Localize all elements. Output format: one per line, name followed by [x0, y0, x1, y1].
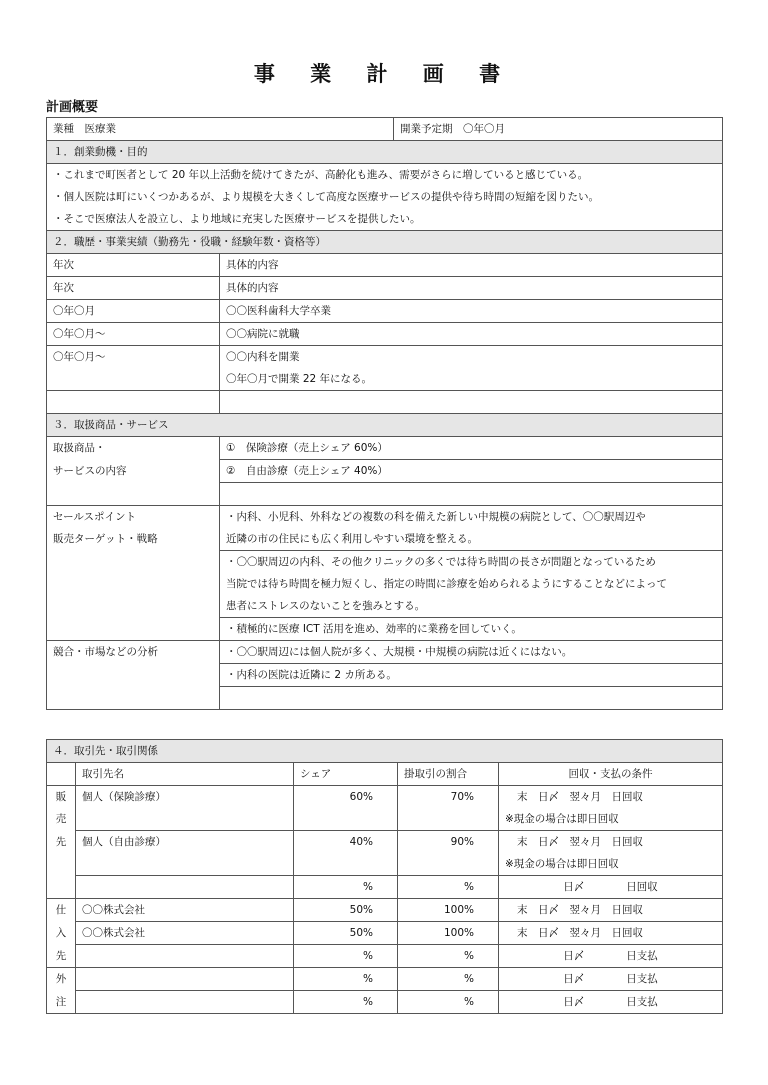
- selling-row: 販売ターゲット・戦略 近隣の市の住民にも広く利用しやすい環境を整える。: [47, 528, 723, 551]
- trading-partners-table: [46, 739, 723, 1014]
- motive-line: ・これまで町医者として 20 年以上活動を続けてきたが、高齢化も進み、需要がさらに増していると感じている。: [47, 164, 723, 187]
- opening-date-cell: 開業予定期 〇年〇月: [394, 118, 723, 141]
- selling-row: セールスポイント ・内科、小児科、外科などの複数の科を備えた新しい中規模の病院として、〇〇駅周辺や: [47, 506, 723, 529]
- section-4-header: ４．取引先・取引関係: [47, 740, 723, 763]
- header-row: [47, 118, 723, 141]
- selling-row: ・積極的に医療 ICT 活用を進め、効率的に業務を回していく。: [47, 618, 723, 641]
- plan-overview-table: [46, 117, 723, 710]
- career-row: [47, 391, 723, 414]
- table-row: 仕 〇〇株式会社 50% 100% 末 日〆 翌々月 日回収: [47, 899, 723, 922]
- industry-cell: 業種 医療業: [47, 118, 394, 141]
- table-row: 先 % % 日〆 日支払: [47, 945, 723, 968]
- table-row: ※現金の場合は即日回収: [47, 853, 723, 876]
- section-2-header: ２．職歴・事業実績（勤務先・役職・経験年数・資格等）: [47, 231, 723, 254]
- selling-row: 患者にストレスのないことを強みとする。: [47, 595, 723, 618]
- column-header-row: [47, 763, 723, 786]
- selling-row: 当院では待ち時間を極力短くし、指定の時間に診療を始められるようにすることなどによって: [47, 573, 723, 595]
- table-row: 外 % % 日〆 日支払: [47, 968, 723, 991]
- table-row: 先 個人（自由診療） 40% 90% 末 日〆 翌々月 日回収: [47, 831, 723, 854]
- career-row: 〇年〇月～ 〇〇内科を開業: [47, 346, 723, 369]
- table-row: 販 個人（保険診療） 60% 70% 末 日〆 翌々月 日回収: [47, 786, 723, 809]
- table-row: 入 〇〇株式会社 50% 100% 末 日〆 翌々月 日回収: [47, 922, 723, 945]
- motive-line: ・そこで医療法人を設立し、より地域に充実した医療サービスを提供したい。: [47, 208, 723, 231]
- plan-overview-heading: 計画概要: [46, 100, 99, 115]
- product-row: [47, 483, 723, 506]
- col-partner-name: 取引先名: [76, 763, 294, 786]
- col-terms: 回収・支払の条件: [499, 763, 723, 786]
- section-3-header: ３．取扱商品・サービス: [47, 414, 723, 437]
- competition-row: ・内科の医院は近隣に 2 カ所ある。: [47, 664, 723, 687]
- motive-line: ・個人医院は町にいくつかあるが、より規模を大きくして高度な医療サービスの提供や待ち時間の短縮を図りたい。: [47, 186, 723, 208]
- career-row: 年次 具体的内容: [47, 254, 723, 277]
- document-title: 事 業 計 画 書: [253, 62, 515, 86]
- col-share: シェア: [294, 763, 398, 786]
- career-row: 〇年〇月 〇〇医科歯科大学卒業: [47, 300, 723, 323]
- career-row: 〇年〇月で開業 22 年になる。: [47, 368, 723, 391]
- section-1-header: １．創業動機・目的: [47, 141, 723, 164]
- competition-row: 競合・市場などの分析 ・〇〇駅周辺には個人院が多く、大規模・中規模の病院は近くにはない。: [47, 641, 723, 664]
- product-row: サービスの内容 ② 自由診療（売上シェア 40%）: [47, 460, 723, 483]
- selling-row: ・〇〇駅周辺の内科、その他クリニックの多くでは待ち時間の長さが問題となっているため: [47, 551, 723, 574]
- table-row: 注 % % 日〆 日支払: [47, 991, 723, 1014]
- table-row: 売 ※現金の場合は即日回収: [47, 808, 723, 831]
- product-row: 取扱商品・ ① 保険診療（売上シェア 60%）: [47, 437, 723, 460]
- competition-row: [47, 687, 723, 710]
- table-row: % % 日〆 日回収: [47, 876, 723, 899]
- career-row: 〇年〇月～ 〇〇病院に就職: [47, 323, 723, 346]
- career-row: 年次 具体的内容: [47, 277, 723, 300]
- col-credit-ratio: 掛取引の割合: [398, 763, 499, 786]
